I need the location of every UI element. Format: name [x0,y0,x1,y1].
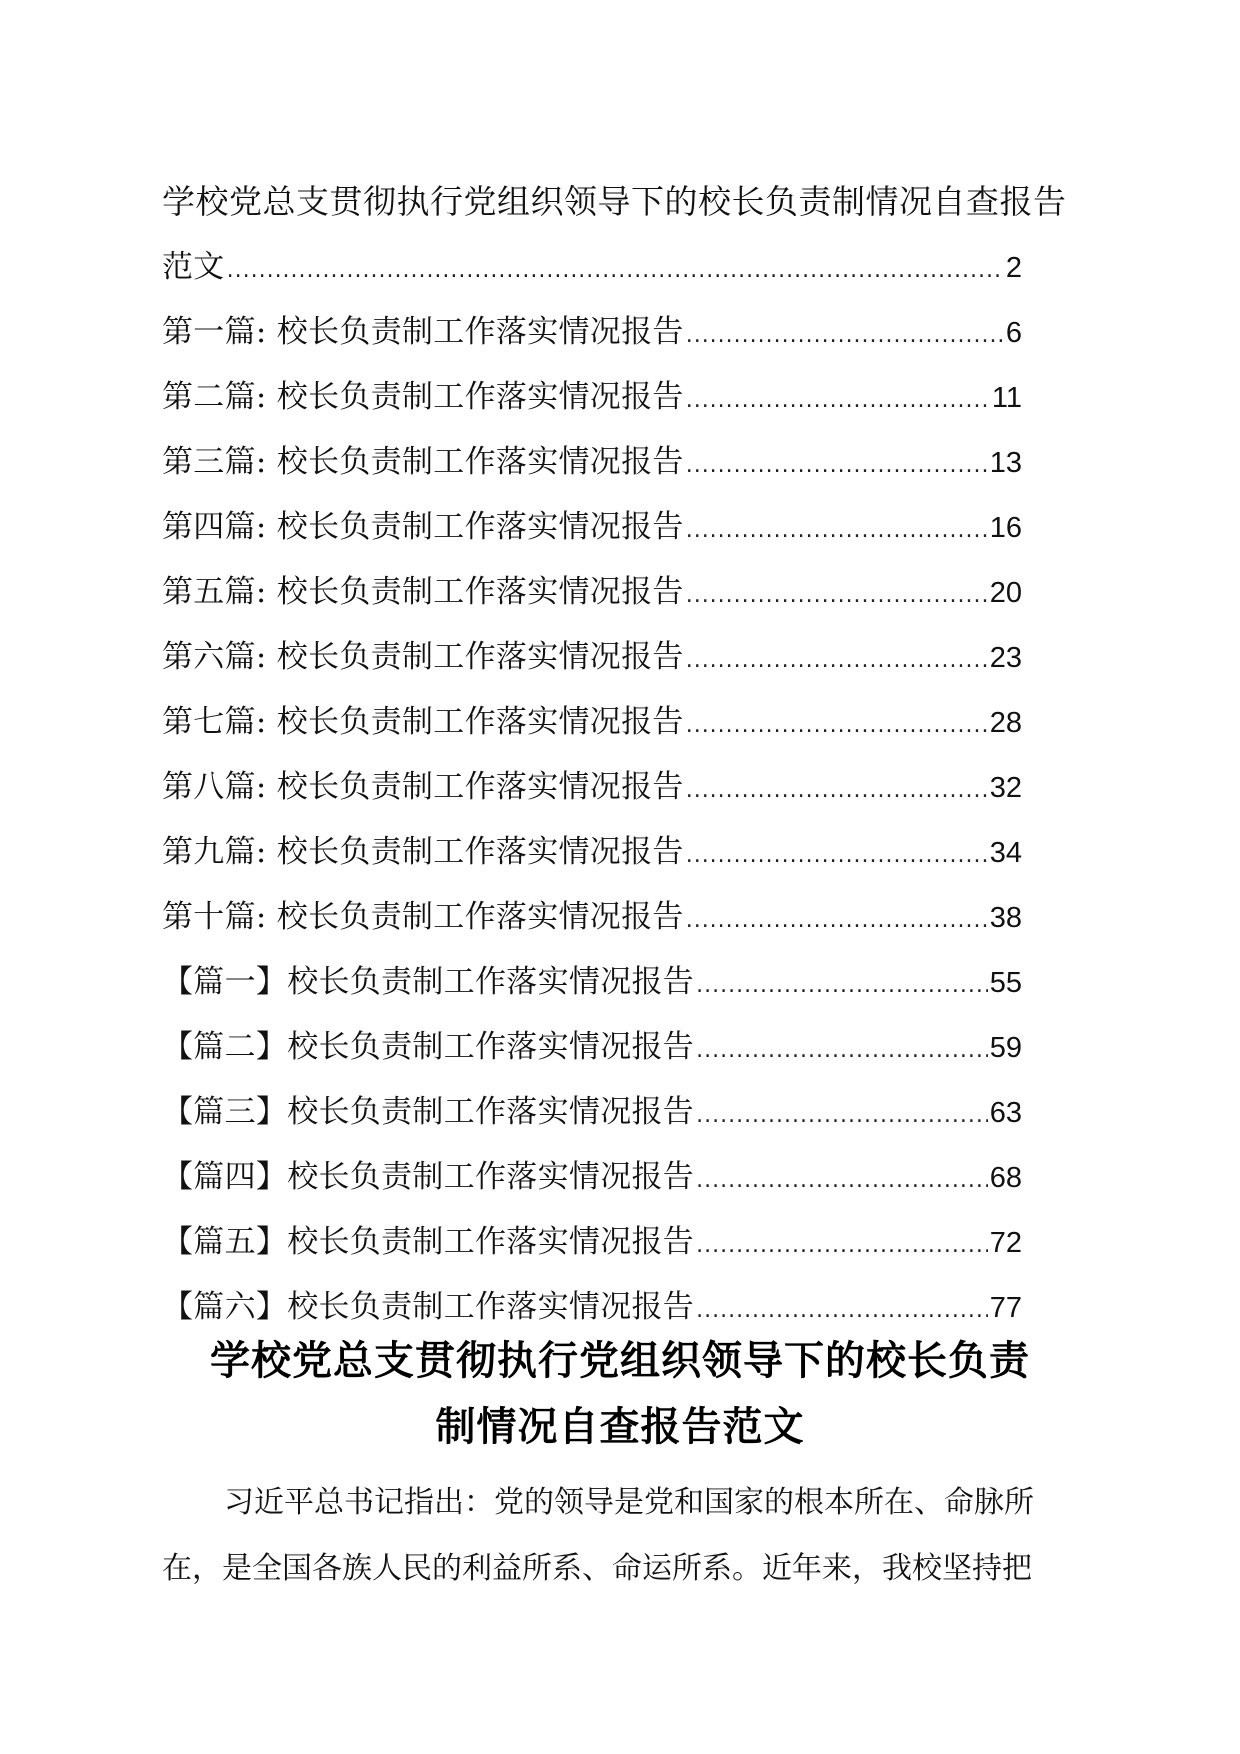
toc-entry-8[interactable] [162,755,1022,820]
toc-page-number: 68 [989,1162,1022,1194]
document-body [162,1470,1082,1602]
toc-entry-title: 第四篇: 校长负责制工作落实情况报告 [162,509,684,545]
toc-page-number: 72 [989,1227,1022,1259]
table-of-contents [162,170,1092,1340]
toc-entry-title: 范文 [162,249,225,285]
toc-entry-13[interactable] [162,1080,1022,1145]
toc-page-number: 23 [989,642,1022,674]
toc-entry-title: 第二篇: 校长负责制工作落实情况报告 [162,379,684,415]
toc-page-number: 20 [989,577,1022,609]
toc-dot-leader [686,823,988,888]
toc-entry-15[interactable] [162,1210,1022,1275]
toc-entry-title: 第五篇: 校长负责制工作落实情况报告 [162,574,684,610]
toc-entry-2[interactable] [162,365,1022,430]
toc-dot-leader [696,1148,988,1213]
toc-page-number: 55 [989,967,1022,999]
toc-dot-leader [686,368,990,433]
toc-entry-0[interactable] [162,234,1022,300]
toc-dot-leader [696,1213,988,1278]
toc-page-number: 28 [989,707,1022,739]
toc-dot-leader [696,1083,988,1148]
toc-page-number: 34 [989,837,1022,869]
toc-entry-4[interactable] [162,495,1022,560]
toc-entry-10[interactable] [162,885,1022,950]
toc-entry-title: 第八篇: 校长负责制工作落实情况报告 [162,769,684,805]
toc-entry-6[interactable] [162,625,1022,690]
toc-entry-title: 第十篇: 校长负责制工作落实情况报告 [162,899,684,935]
toc-entry-title: 【篇五】校长负责制工作落实情况报告 [162,1224,695,1260]
toc-entry-0-title-line1: 学校党总支贯彻执行党组织领导下的校长负责制情况自查报告 [162,182,1067,221]
toc-page-number: 13 [989,447,1022,479]
toc-entry-title: 【篇六】校长负责制工作落实情况报告 [162,1289,695,1325]
toc-dot-leader [696,1018,988,1083]
toc-dot-leader [686,693,988,758]
toc-entry-14[interactable] [162,1145,1022,1210]
toc-page-number: 32 [989,772,1022,804]
toc-page-number: 59 [989,1032,1022,1064]
toc-entry-title: 第九篇: 校长负责制工作落实情况报告 [162,834,684,870]
document-title-line1: 学校党总支贯彻执行党组织领导下的校长负责 [210,1338,1030,1384]
toc-entry-title: 【篇三】校长负责制工作落实情况报告 [162,1094,695,1130]
toc-entry-title: 第七篇: 校长负责制工作落实情况报告 [162,704,684,740]
toc-dot-leader [686,758,988,823]
toc-entry-title: 第六篇: 校长负责制工作落实情况报告 [162,639,684,675]
toc-entry-5[interactable] [162,560,1022,625]
toc-entry-12[interactable] [162,1015,1022,1080]
toc-page-number: 38 [989,902,1022,934]
toc-page-number: 11 [991,382,1022,414]
document-title-line2: 制情况自查报告范文 [435,1404,805,1450]
toc-dot-leader [686,628,988,693]
toc-entry-title: 【篇一】校长负责制工作落实情况报告 [162,964,695,1000]
toc-entry-9[interactable] [162,820,1022,885]
document-title [150,1328,1090,1460]
toc-dot-leader [686,433,988,498]
toc-dot-leader [227,238,1004,304]
toc-dot-leader [686,303,1004,368]
toc-dot-leader [696,953,988,1018]
toc-page-number: 2 [1005,252,1022,284]
toc-entry-title: 第三篇: 校长负责制工作落实情况报告 [162,444,684,480]
toc-dot-leader [686,888,988,953]
toc-page-number: 63 [989,1097,1022,1129]
toc-page-number: 16 [989,512,1022,544]
toc-entry-7[interactable] [162,690,1022,755]
toc-entry-title: 【篇四】校长负责制工作落实情况报告 [162,1159,695,1195]
toc-entry-11[interactable] [162,950,1022,1015]
toc-page-number: 6 [1005,317,1022,349]
paragraph-line-1: 习近平总书记指出：党的领导是党和国家的根本所在、命脉所 [224,1485,1034,1520]
toc-entry-title: 第一篇: 校长负责制工作落实情况报告 [162,314,684,350]
toc-page-number: 77 [989,1292,1022,1324]
toc-dot-leader [686,563,988,628]
toc-dot-leader [686,498,988,563]
toc-entry-3[interactable] [162,430,1022,495]
paragraph-line-2: 在，是全国各族人民的利益所系、命运所系。近年来，我校坚持把 [162,1551,1032,1586]
toc-entry-1[interactable] [162,300,1022,365]
toc-entry-title: 【篇二】校长负责制工作落实情况报告 [162,1029,695,1065]
